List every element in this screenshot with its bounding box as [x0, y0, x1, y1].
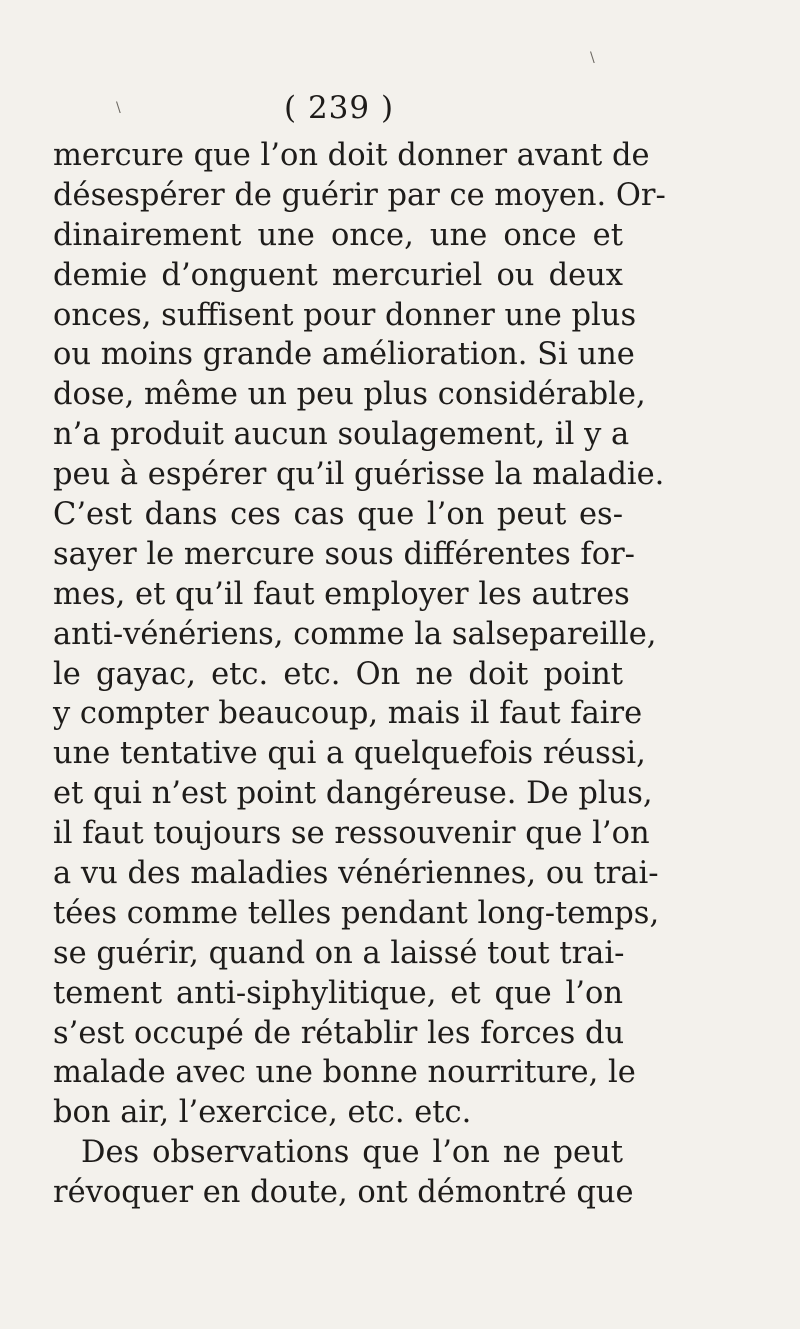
- text-line: sayer le mercure sous différentes for-: [53, 536, 635, 572]
- text-line: révoquer en doute, ont démontré que: [53, 1175, 634, 1211]
- text-line: mes, et qu’il faut employer les autres: [53, 576, 630, 612]
- text-line: tement anti-siphylitique, et que l’on: [53, 975, 623, 1011]
- margin-mark-corner: \: [590, 50, 595, 66]
- text-line: demie d’onguent mercuriel ou deux: [53, 257, 623, 293]
- text-line: anti-vénériens, comme la salsepareille,: [53, 616, 657, 652]
- text-line: mercure que l’on doit donner avant de: [53, 138, 650, 173]
- text-line: se guérir, quand on a laissé tout trai-: [53, 935, 625, 971]
- text-line: le gayac, etc. etc. On ne doit point: [53, 656, 623, 692]
- text-line-paragraph-start: Des observations que l’on ne peut: [81, 1135, 623, 1171]
- text-line: s’est occupé de rétablir les forces du: [53, 1015, 625, 1051]
- body-text: [53, 136, 666, 1213]
- text-line: n’a produit aucun soulagement, il y a: [53, 417, 630, 453]
- text-line: a vu des maladies vénériennes, ou trai-: [53, 856, 659, 892]
- page-number: ( 239 ): [284, 90, 395, 126]
- text-line: tées comme telles pendant long-temps,: [53, 895, 660, 931]
- text-line: bon air, l’exercice, etc. etc.: [53, 1095, 472, 1131]
- text-line: désespérer de guérir par ce moyen. Or-: [53, 177, 666, 213]
- text-line: malade avec une bonne nourriture, le: [53, 1055, 636, 1091]
- text-line: il faut toujours se ressouvenir que l’on: [53, 816, 650, 852]
- text-line: y compter beaucoup, mais il faut faire: [53, 696, 643, 732]
- text-line: ou moins grande amélioration. Si une: [53, 337, 635, 373]
- text-line: C’est dans ces cas que l’on peut es-: [53, 497, 623, 533]
- text-line: une tentative qui a quelquefois réussi,: [53, 736, 646, 772]
- text-line: et qui n’est point dangéreuse. De plus,: [53, 776, 653, 812]
- text-line: dose, même un peu plus considérable,: [53, 377, 646, 413]
- text-line: onces, suffisent pour donner une plus: [53, 297, 637, 333]
- text-line: peu à espérer qu’il guérisse la maladie.: [53, 457, 665, 493]
- margin-mark-top: \: [116, 100, 121, 116]
- text-line: dinairement une once, une once et: [53, 217, 623, 253]
